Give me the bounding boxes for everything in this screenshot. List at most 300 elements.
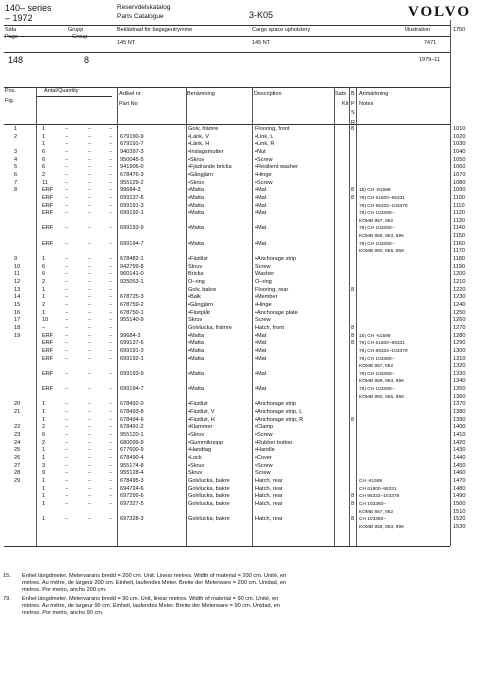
quantity-1: 2: [42, 301, 46, 308]
remark: 79) CH 103380–: [359, 387, 395, 393]
name-swedish: Golvlucka, bakre: [188, 477, 230, 484]
description-english: Hatch, front: [255, 324, 284, 331]
artikel-label: Artikel nr: [119, 91, 141, 97]
line-number: 1180: [453, 256, 466, 263]
name-swedish: Skruv: [188, 263, 203, 270]
line-number: 1450: [453, 462, 466, 469]
line-number: 1290: [453, 340, 466, 347]
name-swedish: •Gångjärn: [188, 171, 213, 178]
quantity-4: –: [109, 225, 113, 232]
title-sv: Beklädnad för bagageutrymme: [117, 27, 193, 33]
kit-marker: 8: [351, 187, 355, 194]
position-number: 14: [14, 294, 21, 301]
position-number: 13: [14, 286, 21, 293]
quantity-2: –: [65, 432, 69, 438]
part-number: 99684-3: [120, 187, 141, 194]
description-english: •Rubber button: [255, 439, 293, 446]
quantity-2: –: [65, 340, 69, 347]
catalog-title: [117, 3, 170, 21]
position-number: 27: [14, 462, 21, 469]
part-number: 699191-3: [120, 347, 144, 354]
quantity-1: 2: [42, 439, 46, 446]
quantity-3: –: [88, 225, 92, 232]
quantity-1: 1: [42, 416, 46, 423]
line-number: 1480: [453, 485, 466, 492]
table-row: [4, 378, 480, 385]
name-swedish: •Matta: [188, 210, 204, 217]
quantity-1: ERF: [42, 240, 54, 247]
description-english: Washer: [255, 271, 275, 278]
line-number: 1490: [453, 493, 466, 500]
quantity-4: –: [109, 148, 113, 155]
description-english: •Anchorage plate: [255, 309, 298, 316]
quantity-1: ERF: [42, 386, 54, 393]
quantity-2: –: [65, 294, 69, 301]
line-number: 1360: [453, 393, 466, 400]
quantity-2: –: [65, 324, 69, 331]
name-swedish: •Matta: [188, 202, 204, 209]
table-row: [4, 440, 480, 447]
line-number: 1300: [453, 347, 466, 354]
quantity-4: –: [109, 194, 113, 201]
part-number: 955140-9: [120, 317, 144, 324]
kit-marker: 8: [351, 126, 355, 132]
quantity-4: –: [109, 156, 113, 163]
name-swedish: •Matta: [188, 332, 204, 339]
quantity-2: –: [65, 210, 69, 217]
line-number: 1210: [453, 279, 466, 285]
quantity-1: 1: [42, 485, 46, 492]
name-swedish: •Skruv: [188, 462, 205, 469]
quantity-3: –: [88, 187, 92, 194]
footnote-text: metros. Por metro, ancho 200 cm.: [22, 587, 107, 593]
position-number: 7: [14, 179, 18, 186]
name-swedish: Golvlucka, främre: [188, 324, 232, 331]
part-number: 99684-3: [120, 332, 141, 339]
quantity-3: –: [88, 164, 92, 171]
quantity-1: ERF: [42, 187, 54, 194]
quantity-3: –: [88, 493, 92, 500]
table-row: [4, 424, 480, 431]
quantity-4: –: [109, 187, 113, 194]
name-swedish: •Matta: [188, 240, 204, 247]
description-english: •Mat: [255, 340, 267, 347]
table-row: [4, 432, 480, 439]
remark: KOMB 857, 862: [359, 509, 394, 515]
part-number: 925053-1: [120, 279, 144, 285]
line-number: 1220: [453, 286, 466, 293]
quantity-2: –: [65, 187, 69, 194]
description-english: •Mat: [255, 240, 267, 247]
table-row: [4, 180, 480, 187]
quantity-4: –: [109, 324, 113, 331]
quantity-1: ERF: [42, 332, 54, 339]
position-number: 3: [14, 148, 18, 155]
quantity-4: –: [109, 470, 113, 477]
quantity-2: –: [65, 141, 69, 148]
part-number: 950045-5: [120, 156, 144, 163]
quantity-1: ERF: [42, 210, 54, 217]
table-row: [4, 394, 480, 401]
quantity-4: –: [109, 286, 113, 293]
quantity-3: –: [88, 386, 92, 393]
position-number: 8: [14, 187, 18, 194]
part-number: 697299-6: [120, 493, 144, 500]
description-english: •Mat: [255, 347, 267, 354]
part-no-label: Part No: [119, 100, 138, 107]
name-swedish: Golvlucka, bakre: [188, 516, 230, 523]
name-swedish: Skruv: [188, 470, 203, 477]
line-number: 1350: [453, 386, 466, 393]
part-number: 699192-1: [120, 210, 144, 217]
description-english: Screw: [255, 263, 271, 270]
quantity-3: –: [88, 485, 92, 492]
quantity-2: –: [65, 256, 69, 263]
description-english: •Anchorage strip: [255, 256, 297, 263]
line-number: 1510: [453, 508, 466, 515]
position-number: 9: [14, 256, 18, 263]
quantity-4: –: [109, 126, 113, 132]
quantity-3: –: [88, 141, 92, 148]
name-swedish: •Skruv: [188, 179, 205, 186]
name-swedish: Golvlucka, bakre: [188, 485, 230, 492]
footnote-id: 79.: [3, 596, 11, 602]
name-swedish: •Fästlist, V: [188, 409, 215, 416]
footnote-text: mètres. Au mètre, de largeur 200 cm. Einheit, laufendes Meter. Breite der Meterware = 200 cm. Unidad, en: [22, 580, 287, 586]
table-row: [4, 409, 480, 416]
quantity-4: –: [109, 271, 113, 278]
table-row: [4, 248, 480, 255]
quantity-2: –: [65, 171, 69, 178]
line-number: 1310: [453, 355, 466, 362]
quantity-1: 1: [42, 256, 46, 263]
quantity-1: 1: [42, 294, 46, 301]
quantity-3: –: [88, 309, 92, 316]
quantity-1: ERF: [42, 370, 54, 377]
catalog-en: Parts Catalogue: [117, 13, 164, 20]
footnote-id: 15.: [3, 573, 11, 579]
b-letter: B: [351, 91, 355, 97]
group-number: 8: [84, 55, 90, 65]
kit-marker: 8: [351, 516, 355, 523]
table-row: [4, 225, 480, 232]
quantity-3: –: [88, 409, 92, 416]
position-number: 28: [14, 470, 21, 477]
illustration-number: 7471: [424, 40, 437, 46]
description-english: Hatch, rear: [255, 485, 283, 492]
quantity-1: ERF: [42, 194, 54, 201]
quantity-3: –: [88, 194, 92, 201]
position-number: 20: [14, 401, 21, 408]
description-english: Flooring, front: [255, 126, 290, 132]
table-row: [4, 447, 480, 454]
table-row: [4, 401, 480, 408]
name-swedish: •Fästlist, H: [188, 416, 215, 423]
part-number: 697328-3: [120, 516, 144, 523]
quantity-4: –: [109, 416, 113, 423]
quantity-4: –: [109, 454, 113, 461]
quantity-3: –: [88, 202, 92, 209]
table-row: [4, 218, 480, 225]
quantity-3: –: [88, 332, 92, 339]
remark: KOMB 858, 863, 896: [359, 524, 404, 530]
quantity-2: –: [65, 133, 69, 140]
footnote-text: mètres. Au mètre, de largeur 90 cm. Einheit, laufendes Meter. Breite der Meterware = 90 cm. Unidad, en: [22, 603, 280, 609]
part-number: 699137-6: [120, 194, 144, 201]
quantity-2: –: [65, 477, 69, 484]
quantity-1: 1: [42, 409, 46, 416]
kit-marker: 8: [351, 286, 355, 293]
header-divider: [4, 25, 450, 26]
quantity-4: –: [109, 179, 113, 186]
description-english: •Member: [255, 294, 278, 301]
line-number: 1240: [453, 301, 466, 308]
position-number: 5: [14, 164, 18, 171]
quantity-3: –: [88, 240, 92, 247]
line-number: 1010: [453, 126, 466, 132]
table-row: [4, 470, 480, 477]
sats-header: [335, 91, 348, 107]
position-number: 2: [14, 133, 18, 140]
quantity-3: –: [88, 179, 92, 186]
table-row: [4, 310, 480, 317]
remark: 79) CH 103380–: [359, 371, 395, 377]
quantity-3: –: [88, 355, 92, 362]
description-english: •Mat: [255, 187, 267, 194]
quantity-4: –: [109, 386, 113, 393]
quantity-2: –: [65, 516, 69, 523]
description-english: •Hinge: [255, 301, 272, 308]
kit-marker: 8: [351, 324, 355, 331]
quantity-4: –: [109, 485, 113, 492]
part-number: 680099-9: [120, 439, 144, 446]
quantity-4: –: [109, 516, 113, 523]
line-number: 1170: [453, 248, 466, 255]
name-swedish: •Länk, V: [188, 133, 209, 140]
quantity-2: –: [65, 355, 69, 362]
part-number: 941906-0: [120, 164, 144, 171]
position-number: 11: [14, 271, 20, 278]
part-number: 697327-5: [120, 500, 144, 507]
catalog-sv: Reservdelskatalog: [117, 4, 171, 11]
sida-label-block: [5, 27, 18, 40]
part-number: 699191-3: [120, 202, 144, 209]
table-row: [4, 455, 480, 462]
table-row: [4, 294, 480, 301]
description-english: •Screw: [255, 179, 273, 186]
quantity-3: –: [88, 401, 92, 408]
name-swedish: •Matta: [188, 225, 204, 232]
remark: KOMB 857, 862: [359, 218, 394, 224]
quantity-1: ERF: [42, 225, 54, 232]
description-english: Hatch, rear: [255, 493, 283, 500]
position-number: 4: [14, 156, 18, 163]
part-number: 699192-1: [120, 355, 144, 362]
part-number: 678494-6: [120, 416, 144, 423]
line-number: 1070: [453, 171, 466, 178]
name-swedish: •Matta: [188, 355, 204, 362]
position-number: 29: [14, 477, 21, 484]
position-number: 12: [14, 279, 21, 285]
s-letter: S: [351, 110, 355, 116]
remark: CH 61600–95331: [359, 486, 397, 492]
remark: CH -61599: [359, 478, 383, 484]
quantity-2: –: [65, 156, 69, 163]
table-row: [4, 501, 480, 508]
series-title: [5, 3, 52, 23]
quantity-3: –: [88, 279, 92, 285]
table-row: [4, 141, 480, 148]
position-number: 17: [14, 317, 21, 324]
quantity-1: 2: [42, 279, 46, 285]
remark: 79) CH 95332–103379: [359, 348, 408, 354]
quantity-2: –: [65, 454, 69, 461]
description-english: •Mat: [255, 370, 267, 377]
quantity-3: –: [88, 256, 92, 263]
line-number: 1020: [453, 133, 466, 140]
name-swedish: O–ring: [188, 279, 205, 285]
table-bottom-divider: [4, 546, 450, 547]
position-number: 25: [14, 447, 21, 454]
quantity-4: –: [109, 493, 113, 500]
remark: 79) CH 61600–95331: [359, 195, 405, 201]
quantity-3: –: [88, 516, 92, 523]
line-number: 1060: [453, 164, 466, 171]
quantity-2: –: [65, 263, 69, 270]
table-row: [4, 271, 480, 278]
quantity-1: 9: [42, 470, 46, 477]
group-label: Group: [72, 33, 88, 40]
quantity-3: –: [88, 477, 92, 484]
quantity-3: –: [88, 286, 92, 293]
line-number: 1400: [453, 424, 466, 431]
part-number: 678493-8: [120, 409, 144, 416]
table-row: [4, 279, 480, 286]
table-row: [4, 157, 480, 164]
quantity-4: –: [109, 256, 113, 263]
name-swedish: •Fästlist: [188, 256, 208, 263]
description-english: •Cover: [255, 454, 272, 461]
description-english: Hatch, rear: [255, 516, 283, 523]
line-number: 1460: [453, 470, 466, 477]
position-number: 16: [14, 309, 21, 316]
quantity-3: –: [88, 424, 92, 431]
position-number: 18: [14, 324, 21, 331]
description-english: •Anchorage strip, L: [255, 409, 303, 416]
part-number: 678476-3: [120, 171, 144, 178]
anmarkning-label: Anmärkning: [359, 91, 389, 97]
part-number: 955120-1: [120, 432, 144, 438]
name-swedish: •Handtag: [188, 447, 212, 454]
line-number: 1470: [453, 477, 466, 484]
quantity-4: –: [109, 171, 113, 178]
quantity-4: –: [109, 301, 113, 308]
table-row: [4, 340, 480, 347]
table-row: [4, 516, 480, 523]
model-en: 145 NT: [252, 40, 271, 46]
line-number: 1100: [453, 194, 466, 201]
quantity-1: 1: [42, 477, 46, 484]
line-number: 1340: [453, 378, 466, 385]
name-swedish: Golv, främre: [188, 126, 219, 132]
quantity-2: –: [65, 332, 69, 339]
remark: 79) CH 103380–: [359, 356, 395, 362]
p-letter: P: [351, 100, 355, 107]
line-number: 1200: [453, 271, 466, 278]
table-row: [4, 478, 480, 485]
quantity-4: –: [109, 317, 113, 324]
part-number: 694724-6: [120, 485, 144, 492]
quantity-2: –: [65, 462, 69, 469]
part-number: 960141-0: [120, 271, 144, 278]
line-number: 1250: [453, 309, 466, 316]
part-number: 678490-4: [120, 454, 144, 461]
line-number: 1430: [453, 447, 466, 454]
quantity-2: –: [65, 370, 69, 377]
part-number: 679190-9: [120, 133, 144, 140]
line-number: 1440: [453, 454, 466, 461]
table-row: [4, 256, 480, 263]
part-number: 679191-7: [120, 141, 144, 148]
description-english: •Mat: [255, 210, 267, 217]
quantity-3: –: [88, 347, 92, 354]
catalog-code: 3-K05: [249, 10, 274, 20]
quantity-3: –: [88, 500, 92, 507]
description-english: •Mat: [255, 202, 267, 209]
part-number: 940397-3: [120, 148, 144, 155]
quantity-4: –: [109, 210, 113, 217]
remark: 79) CH 103380–: [359, 241, 395, 247]
name-swedish: •Fästlist: [188, 401, 208, 408]
name-swedish: •Skruv: [188, 432, 205, 438]
name-swedish: •Gångjärn: [188, 301, 213, 308]
description-english: •Anchorage strip: [255, 401, 297, 408]
pos-header: [5, 88, 16, 104]
name-swedish: •Inslagsmutter: [188, 148, 224, 155]
remark: KOMB 858, 863, 896: [359, 379, 404, 385]
quantity-1: 1: [42, 133, 46, 140]
quantity-2: –: [65, 279, 69, 285]
quantity-3: –: [88, 171, 92, 178]
quantity-2: –: [65, 126, 69, 132]
quantity-2: –: [65, 240, 69, 247]
quantity-4: –: [109, 340, 113, 347]
description-english: •Mat: [255, 194, 267, 201]
name-swedish: •Lock: [188, 454, 202, 461]
table-row: [4, 417, 480, 424]
description-english: •Link, R: [255, 141, 275, 148]
quantity-4: –: [109, 477, 113, 484]
table-row: [4, 233, 480, 240]
table-row: [4, 172, 480, 179]
quantity-1: 3: [42, 462, 46, 469]
quantity-4: –: [109, 401, 113, 408]
quantity-3: –: [88, 416, 92, 423]
quantity-4: –: [109, 141, 113, 148]
line-number: 1160: [453, 240, 466, 247]
description-english: •Hinge: [255, 171, 272, 178]
kit-marker: 8: [351, 500, 355, 507]
part-number: 678491-2: [120, 424, 144, 431]
quantity-1: 6: [42, 432, 46, 438]
table-row: [4, 463, 480, 470]
series-label: 140– series: [5, 3, 52, 13]
quantity-2: –: [65, 202, 69, 209]
line-number: 1370: [453, 401, 466, 408]
part-number: 677600-9: [120, 447, 144, 454]
quantity-2: –: [65, 347, 69, 354]
quantity-4: –: [109, 500, 113, 507]
